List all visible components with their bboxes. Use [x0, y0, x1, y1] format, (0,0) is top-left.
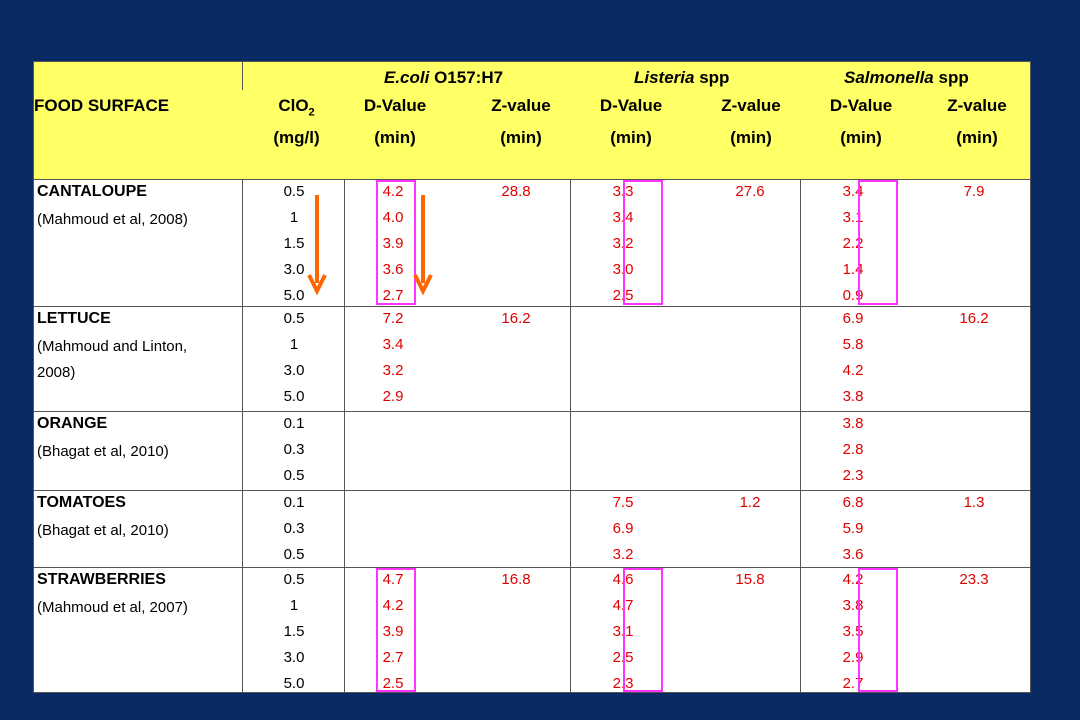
clo2-value: 0.5: [283, 467, 305, 484]
col-divider: [800, 179, 801, 692]
clo2-value: 0.1: [283, 415, 305, 432]
salmonella-d-value: 3.4: [842, 183, 864, 200]
clo2-value: 1.5: [283, 235, 305, 252]
reference: 2008): [37, 364, 76, 381]
ecoli-d-value: 4.2: [382, 183, 404, 200]
down-arrow-icon: [305, 195, 329, 295]
food-name: TOMATOES: [37, 494, 126, 511]
listeria-d-value: 2.5: [612, 287, 634, 304]
ecoli-d-value: 2.7: [382, 287, 404, 304]
clo2-value: 0.5: [283, 546, 305, 563]
salmonella-d-value: 2.8: [842, 441, 864, 458]
listeria-z-value: 15.8: [735, 571, 765, 588]
salmonella-d-value: 5.8: [842, 336, 864, 353]
ecoli-d-value: 4.7: [382, 571, 404, 588]
salmonella-d-value: 1.4: [842, 261, 864, 278]
highlight-box: [623, 180, 663, 305]
header-clo2: ClO$_2$: [278, 96, 315, 119]
header-listeria: Listeria spp: [634, 68, 730, 87]
salmonella-d-value: 4.2: [842, 571, 864, 588]
ecoli-d-value: 2.5: [382, 675, 404, 692]
listeria-d-value: 7.5: [612, 494, 634, 511]
highlight-box: [858, 180, 898, 305]
ecoli-d-value: 7.2: [382, 310, 404, 327]
header-listeria-dvalue: D-Value: [599, 96, 663, 115]
listeria-d-value: 2.5: [612, 649, 634, 666]
header-unit: (min): [840, 128, 882, 147]
salmonella-d-value: 4.2: [842, 362, 864, 379]
listeria-d-value: 3.4: [612, 209, 634, 226]
highlight-box: [623, 568, 663, 692]
clo2-value: 3.0: [283, 362, 305, 379]
listeria-d-value: 3.0: [612, 261, 634, 278]
clo2-value: 0.3: [283, 520, 305, 537]
col-divider: [570, 179, 571, 692]
ecoli-d-value: 3.9: [382, 623, 404, 640]
listeria-d-value: 2.3: [612, 675, 634, 692]
header-unit: (min): [956, 128, 998, 147]
clo2-value: 0.5: [283, 183, 305, 200]
food-name: STRAWBERRIES: [37, 571, 166, 588]
ecoli-d-value: 3.2: [382, 362, 404, 379]
salmonella-z-value: 7.9: [963, 183, 985, 200]
ecoli-d-value: 2.7: [382, 649, 404, 666]
clo2-value: 0.3: [283, 441, 305, 458]
food-name: ORANGE: [37, 415, 108, 432]
salmonella-z-value: 1.3: [963, 494, 985, 511]
clo2-value: 1: [289, 336, 299, 353]
food-name: CANTALOUPE: [37, 183, 147, 200]
food-name: LETTUCE: [37, 310, 111, 327]
listeria-d-value: 4.6: [612, 571, 634, 588]
ecoli-d-value: 4.0: [382, 209, 404, 226]
row-divider: [34, 306, 1030, 307]
listeria-d-value: 3.2: [612, 235, 634, 252]
header-salmonella: Salmonella spp: [844, 68, 969, 87]
header-divider: [242, 62, 243, 90]
clo2-value: 5.0: [283, 388, 305, 405]
col-divider: [242, 179, 243, 692]
ecoli-d-value: 3.4: [382, 336, 404, 353]
highlight-box: [858, 568, 898, 692]
header-clo2-unit: (mg/l): [273, 128, 320, 147]
ecoli-z-value: 28.8: [501, 183, 531, 200]
header-listeria-zvalue: Z-value: [721, 96, 781, 115]
salmonella-d-value: 0.9: [842, 287, 864, 304]
ecoli-d-value: 4.2: [382, 597, 404, 614]
salmonella-d-value: 3.6: [842, 546, 864, 563]
col-divider: [344, 179, 345, 692]
clo2-value: 0.1: [283, 494, 305, 511]
reference: (Mahmoud and Linton,: [37, 338, 188, 355]
salmonella-z-value: 16.2: [959, 310, 989, 327]
clo2-value: 1: [289, 209, 299, 226]
row-divider: [34, 490, 1030, 491]
down-arrow-icon: [411, 195, 435, 295]
salmonella-d-value: 3.8: [842, 388, 864, 405]
header-ecoli: E.coli O157:H7: [384, 68, 504, 87]
listeria-d-value: 3.3: [612, 183, 634, 200]
listeria-d-value: 6.9: [612, 520, 634, 537]
row-divider: [34, 411, 1030, 412]
salmonella-d-value: 2.7: [842, 675, 864, 692]
clo2-value: 5.0: [283, 287, 305, 304]
clo2-value: 3.0: [283, 649, 305, 666]
listeria-d-value: 3.2: [612, 546, 634, 563]
header-salmonella-zvalue: Z-value: [947, 96, 1007, 115]
ecoli-d-value: 3.9: [382, 235, 404, 252]
salmonella-d-value: 3.8: [842, 597, 864, 614]
clo2-value: 1.5: [283, 623, 305, 640]
salmonella-d-value: 6.8: [842, 494, 864, 511]
reference: (Mahmoud et al, 2007): [37, 599, 188, 616]
clo2-value: 1: [289, 597, 299, 614]
header-salmonella-dvalue: D-Value: [829, 96, 893, 115]
ecoli-z-value: 16.8: [501, 571, 531, 588]
listeria-z-value: 27.6: [735, 183, 765, 200]
clo2-value: 0.5: [283, 310, 305, 327]
salmonella-z-value: 23.3: [959, 571, 989, 588]
listeria-d-value: 4.7: [612, 597, 634, 614]
salmonella-d-value: 3.5: [842, 623, 864, 640]
salmonella-d-value: 2.2: [842, 235, 864, 252]
ecoli-d-value: 3.6: [382, 261, 404, 278]
ecoli-d-value: 2.9: [382, 388, 404, 405]
highlight-box: [376, 568, 416, 692]
salmonella-d-value: 5.9: [842, 520, 864, 537]
header-ecoli-zvalue: Z-value: [491, 96, 551, 115]
header-unit: (min): [730, 128, 772, 147]
salmonella-d-value: 6.9: [842, 310, 864, 327]
reference: (Bhagat et al, 2010): [37, 443, 169, 460]
header-unit: (min): [610, 128, 652, 147]
salmonella-d-value: 2.9: [842, 649, 864, 666]
salmonella-d-value: 3.1: [842, 209, 864, 226]
header-food-surface: FOOD SURFACE: [34, 96, 170, 115]
salmonella-d-value: 2.3: [842, 467, 864, 484]
dvalue-table: [33, 61, 1031, 693]
header-unit: (min): [500, 128, 542, 147]
clo2-value: 3.0: [283, 261, 305, 278]
highlight-box: [376, 180, 416, 305]
listeria-d-value: 3.1: [612, 623, 634, 640]
listeria-z-value: 1.2: [739, 494, 761, 511]
clo2-value: 0.5: [283, 571, 305, 588]
header-ecoli-dvalue: D-Value: [363, 96, 427, 115]
salmonella-d-value: 3.8: [842, 415, 864, 432]
header-unit: (min): [374, 128, 416, 147]
reference: (Bhagat et al, 2010): [37, 522, 169, 539]
reference: (Mahmoud et al, 2008): [37, 211, 188, 228]
clo2-value: 5.0: [283, 675, 305, 692]
ecoli-z-value: 16.2: [501, 310, 531, 327]
